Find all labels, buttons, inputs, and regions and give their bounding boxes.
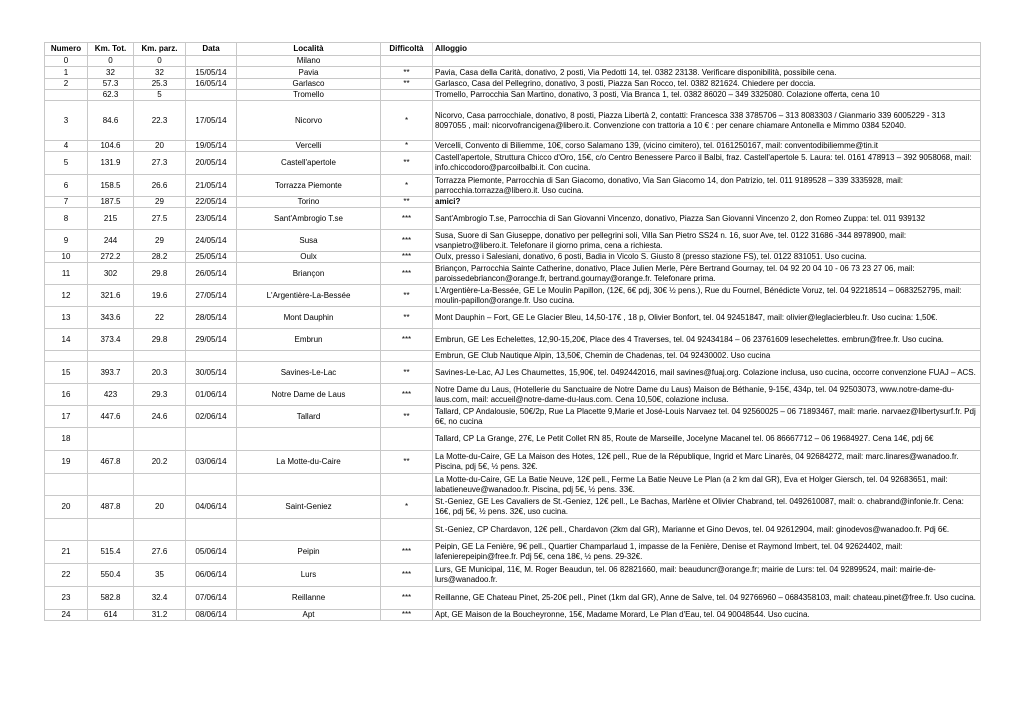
table-row xyxy=(45,329,981,351)
cell-numero[interactable]: 7 xyxy=(45,197,88,208)
cell-km-parz[interactable]: 32.4 xyxy=(134,587,186,610)
cell-difficolta[interactable] xyxy=(381,90,433,101)
cell-numero[interactable]: 23 xyxy=(45,587,88,610)
cell-km-tot[interactable]: 582.8 xyxy=(88,587,134,610)
cell-difficolta[interactable]: ** xyxy=(381,406,433,428)
cell-difficolta[interactable]: ** xyxy=(381,67,433,79)
cell-data[interactable]: 15/05/14 xyxy=(186,67,237,79)
cell-localita[interactable]: Saint-Geniez xyxy=(237,496,381,519)
cell-data[interactable] xyxy=(186,519,237,541)
cell-km-parz[interactable]: 35 xyxy=(134,564,186,587)
cell-km-tot[interactable] xyxy=(88,474,134,496)
table-row xyxy=(45,451,981,474)
col-header-km-tot[interactable]: Km. Tot. xyxy=(88,43,134,56)
cell-km-parz[interactable]: 29 xyxy=(134,197,186,208)
table-row xyxy=(45,541,981,564)
cell-localita[interactable]: Oulx xyxy=(237,252,381,263)
cell-numero[interactable]: 10 xyxy=(45,252,88,263)
cell-numero[interactable]: 14 xyxy=(45,329,88,351)
cell-numero[interactable]: 5 xyxy=(45,152,88,175)
cell-data[interactable]: 22/05/14 xyxy=(186,197,237,208)
cell-numero[interactable]: 22 xyxy=(45,564,88,587)
cell-alloggio[interactable]: St.-Geniez, CP Chardavon, 12€ pell., Chardavon (2km dal GR), Marianne et Gino Devos, tel. 04 92612904, mail: ginodevos@wanadoo.fr. Pdj 6€. xyxy=(433,519,981,541)
cell-localita[interactable]: Notre Dame de Laus xyxy=(237,384,381,406)
cell-localita[interactable] xyxy=(237,428,381,451)
cell-km-tot[interactable] xyxy=(88,519,134,541)
cell-localita[interactable]: Tallard xyxy=(237,406,381,428)
cell-numero[interactable]: 13 xyxy=(45,307,88,329)
cell-numero[interactable] xyxy=(45,351,88,362)
cell-difficolta[interactable]: *** xyxy=(381,541,433,564)
cell-data[interactable]: 26/05/14 xyxy=(186,263,237,285)
cell-numero[interactable]: 8 xyxy=(45,208,88,230)
cell-km-tot[interactable]: 447.6 xyxy=(88,406,134,428)
itinerary-table xyxy=(44,42,981,621)
cell-km-tot[interactable]: 187.5 xyxy=(88,197,134,208)
cell-localita[interactable]: Castell'apertole xyxy=(237,152,381,175)
cell-km-parz[interactable]: 0 xyxy=(134,56,186,67)
table-body xyxy=(45,56,981,621)
cell-numero[interactable]: 2 xyxy=(45,79,88,90)
cell-km-tot[interactable]: 215 xyxy=(88,208,134,230)
cell-localita[interactable]: Lurs xyxy=(237,564,381,587)
cell-km-parz[interactable]: 20.2 xyxy=(134,451,186,474)
cell-data[interactable] xyxy=(186,474,237,496)
cell-km-tot[interactable] xyxy=(88,351,134,362)
cell-numero[interactable]: 16 xyxy=(45,384,88,406)
cell-data[interactable]: 05/06/14 xyxy=(186,541,237,564)
cell-km-parz[interactable]: 27.3 xyxy=(134,152,186,175)
cell-numero[interactable]: 12 xyxy=(45,285,88,307)
cell-alloggio[interactable]: Peipin, GE La Fenière, 9€ pell., Quartier Champarlaud 1, impasse de la Fenière, Denise et Raymond Imbert, tel. 04 92624402, mail: lafenierepeipin@free.fr. Pdj 5€, cena 18€, ½ pens. 29-32€. xyxy=(433,541,981,564)
cell-km-tot[interactable]: 550.4 xyxy=(88,564,134,587)
cell-km-tot[interactable]: 244 xyxy=(88,230,134,252)
cell-km-parz[interactable]: 24.6 xyxy=(134,406,186,428)
cell-difficolta[interactable]: ** xyxy=(381,152,433,175)
cell-numero[interactable]: 9 xyxy=(45,230,88,252)
cell-km-parz[interactable]: 28.2 xyxy=(134,252,186,263)
cell-data[interactable]: 25/05/14 xyxy=(186,252,237,263)
cell-difficolta[interactable] xyxy=(381,519,433,541)
cell-km-tot[interactable]: 373.4 xyxy=(88,329,134,351)
cell-numero[interactable]: 19 xyxy=(45,451,88,474)
cell-km-parz[interactable]: 20 xyxy=(134,141,186,152)
cell-data[interactable]: 27/05/14 xyxy=(186,285,237,307)
table-row xyxy=(45,351,981,362)
cell-difficolta[interactable]: *** xyxy=(381,587,433,610)
cell-alloggio[interactable]: Pavia, Casa della Carità, donativo, 2 posti, Via Pedotti 14, tel. 0382 23138. Verificare disponibilità, possibile cena. xyxy=(433,67,981,79)
cell-numero[interactable]: 20 xyxy=(45,496,88,519)
col-header-numero[interactable]: Numero xyxy=(45,43,88,56)
cell-km-tot[interactable]: 487.8 xyxy=(88,496,134,519)
cell-km-tot[interactable]: 0 xyxy=(88,56,134,67)
cell-numero[interactable]: 11 xyxy=(45,263,88,285)
cell-alloggio[interactable]: La Motte-du-Caire, GE La Maison des Hotes, 12€ pell., Rue de la République, Ingrid et Marc Linarès, 04 92684272, mail: marc.linares@wanadoo.fr. Piscina, pdj 5€, ½ pens. 32€. xyxy=(433,451,981,474)
cell-difficolta[interactable]: *** xyxy=(381,263,433,285)
cell-difficolta[interactable]: *** xyxy=(381,610,433,621)
cell-data[interactable]: 23/05/14 xyxy=(186,208,237,230)
table-row xyxy=(45,362,981,384)
col-header-localita[interactable]: Località xyxy=(237,43,381,56)
cell-km-parz[interactable]: 32 xyxy=(134,67,186,79)
table-row xyxy=(45,285,981,307)
cell-localita[interactable]: Sant'Ambrogio T.se xyxy=(237,208,381,230)
table-row xyxy=(45,141,981,152)
cell-km-tot[interactable]: 467.8 xyxy=(88,451,134,474)
cell-localita[interactable]: Susa xyxy=(237,230,381,252)
cell-difficolta[interactable]: *** xyxy=(381,252,433,263)
cell-km-tot[interactable]: 343.6 xyxy=(88,307,134,329)
cell-data[interactable]: 01/06/14 xyxy=(186,384,237,406)
cell-numero[interactable]: 3 xyxy=(45,101,88,141)
table-row xyxy=(45,67,981,79)
cell-difficolta[interactable]: * xyxy=(381,101,433,141)
cell-numero[interactable] xyxy=(45,519,88,541)
col-header-difficolta[interactable]: Difficoltà xyxy=(381,43,433,56)
cell-km-tot[interactable]: 32 xyxy=(88,67,134,79)
col-header-km-parz[interactable]: Km. parz. xyxy=(134,43,186,56)
cell-data[interactable] xyxy=(186,56,237,67)
cell-alloggio[interactable]: Sant'Ambrogio T.se, Parrocchia di San Giovanni Vincenzo, donativo, Piazza San Giovanni Vincenzo 2, don Romeo Zuppa: tel. 011 939132 xyxy=(433,208,981,230)
cell-alloggio[interactable]: Apt, GE Maison de la Boucheyronne, 15€, Madame Morard, Le Plan d'Eau, tel. 04 90048544. Uso cucina. xyxy=(433,610,981,621)
table-row xyxy=(45,610,981,621)
table-row xyxy=(45,252,981,263)
table-row xyxy=(45,263,981,285)
cell-alloggio[interactable]: Garlasco, Casa del Pellegrino, donativo, 3 posti, Piazza San Rocco, tel. 0382 821624. Chiedere per doccia. xyxy=(433,79,981,90)
cell-localita[interactable]: Briançon xyxy=(237,263,381,285)
table-row xyxy=(45,519,981,541)
cell-alloggio[interactable]: Vercelli, Convento di Biliemme, 10€, corso Salamano 139, (vicino cimitero), tel. 0161250167, mail: conventodibiliemme@tin.it xyxy=(433,141,981,152)
cell-data[interactable]: 17/05/14 xyxy=(186,101,237,141)
cell-alloggio[interactable]: Nicorvo, Casa parrocchiale, donativo, 8 posti, Piazza Libertà 2, contatti: Francesca 338 3785706 – 313 8083303 / Gianmario 339 6005229 - 313 8097055 , mail: nicorvofrancigena@libero.it. Convenzione con trattoria a 10 € : per cenare chiamare Antonella e Mimmo 0384 52040. xyxy=(433,101,981,141)
cell-difficolta[interactable]: ** xyxy=(381,451,433,474)
cell-localita[interactable]: La Motte-du-Caire xyxy=(237,451,381,474)
cell-data[interactable]: 19/05/14 xyxy=(186,141,237,152)
cell-numero[interactable]: 24 xyxy=(45,610,88,621)
cell-numero[interactable] xyxy=(45,474,88,496)
cell-km-tot[interactable]: 321.6 xyxy=(88,285,134,307)
cell-alloggio[interactable] xyxy=(433,56,981,67)
cell-difficolta[interactable]: *** xyxy=(381,564,433,587)
cell-alloggio[interactable]: Reillanne, GE Chateau Pinet, 25-20€ pell., Pinet (1km dal GR), Anne de Salve, tel. 04 92766960 – 0684358103, mail: chateau.pinet@free.fr. Uso cucina. xyxy=(433,587,981,610)
cell-alloggio[interactable]: amici? xyxy=(433,197,981,208)
cell-difficolta[interactable]: *** xyxy=(381,230,433,252)
cell-km-parz[interactable]: 25.3 xyxy=(134,79,186,90)
table-row xyxy=(45,79,981,90)
cell-alloggio[interactable]: La Motte-du-Caire, GE La Batie Neuve, 12€ pell., Ferme La Batie Neuve Le Plan (a 2 km dal GR), Eva et Holger Giersch, tel. 04 92683651, mail: labatieneuve@wanadoo.fr. Piscina, pdj 5€, ½ pens. 33€. xyxy=(433,474,981,496)
cell-difficolta[interactable]: ** xyxy=(381,285,433,307)
cell-localita[interactable] xyxy=(237,351,381,362)
cell-localita[interactable]: L'Argentière-La-Bessée xyxy=(237,285,381,307)
cell-data[interactable]: 04/06/14 xyxy=(186,496,237,519)
cell-km-tot[interactable]: 393.7 xyxy=(88,362,134,384)
cell-localita[interactable]: Garlasco xyxy=(237,79,381,90)
cell-localita[interactable]: Mont Dauphin xyxy=(237,307,381,329)
cell-km-parz[interactable]: 19.6 xyxy=(134,285,186,307)
cell-data[interactable]: 21/05/14 xyxy=(186,175,237,197)
cell-data[interactable] xyxy=(186,90,237,101)
cell-km-tot[interactable] xyxy=(88,428,134,451)
cell-localita[interactable]: Apt xyxy=(237,610,381,621)
cell-numero[interactable]: 18 xyxy=(45,428,88,451)
table-row xyxy=(45,428,981,451)
table-row xyxy=(45,564,981,587)
cell-data[interactable]: 06/06/14 xyxy=(186,564,237,587)
cell-km-parz[interactable]: 20 xyxy=(134,496,186,519)
cell-difficolta[interactable]: *** xyxy=(381,384,433,406)
table-row xyxy=(45,307,981,329)
cell-km-tot[interactable]: 104.6 xyxy=(88,141,134,152)
table-row xyxy=(45,406,981,428)
cell-data[interactable]: 08/06/14 xyxy=(186,610,237,621)
cell-alloggio[interactable]: Torrazza Piemonte, Parrocchia di San Giacomo, donativo, Via San Giacomo 14, don Patrizio, tel. 011 9189528 – 339 3335928, mail: parrocchia.torrazza@libero.it. Uso cucina. xyxy=(433,175,981,197)
cell-data[interactable]: 28/05/14 xyxy=(186,307,237,329)
cell-difficolta[interactable] xyxy=(381,56,433,67)
header-row xyxy=(45,43,981,56)
cell-km-parz[interactable]: 29 xyxy=(134,230,186,252)
cell-km-tot[interactable]: 515.4 xyxy=(88,541,134,564)
cell-localita[interactable] xyxy=(237,519,381,541)
table-row xyxy=(45,175,981,197)
table-row xyxy=(45,230,981,252)
cell-alloggio[interactable]: Mont Dauphin – Fort, GE Le Glacier Bleu, 14,50-17€ , 18 p, Olivier Bonfort, tel. 04 92451847, mail: olivier@leglacierbleu.fr. Uso cucina: 1,50€. xyxy=(433,307,981,329)
cell-km-tot[interactable]: 84.6 xyxy=(88,101,134,141)
cell-alloggio[interactable]: Briançon, Parrocchia Sainte Catherine, donativo, Place Julien Merle, Père Bertrand Gournay, tel. 04 92 20 04 10 - 06 73 23 27 06, mail: paroissedebriancon@orange.fr, bertrand.gournay@orange.fr. Telefonare prima. xyxy=(433,263,981,285)
cell-alloggio[interactable]: Notre Dame du Laus, (Hotellerie du Sanctuaire de Notre Dame du Laus) Maison de Béthanie, 9-15€, 434p, tel. 04 92503073, www.notre-dame-du-laus.com, mail: accueil@notre-dame-du-laus.com. Cena 10,50€, colazione inclusa. xyxy=(433,384,981,406)
cell-numero[interactable]: 15 xyxy=(45,362,88,384)
table-row xyxy=(45,587,981,610)
cell-difficolta[interactable]: ** xyxy=(381,362,433,384)
cell-km-tot[interactable]: 423 xyxy=(88,384,134,406)
table-row xyxy=(45,384,981,406)
cell-difficolta[interactable]: * xyxy=(381,496,433,519)
table-row xyxy=(45,152,981,175)
cell-alloggio[interactable]: Embrun, GE Les Echelettes, 12,90-15,20€, Place des 4 Traverses, tel. 04 92434184 – 06 23761609 lesechelettes. embrun@free.fr. Uso cucina. xyxy=(433,329,981,351)
table-row xyxy=(45,197,981,208)
table-row xyxy=(45,56,981,67)
cell-difficolta[interactable]: ** xyxy=(381,197,433,208)
cell-numero[interactable]: 0 xyxy=(45,56,88,67)
cell-localita[interactable]: Tromello xyxy=(237,90,381,101)
cell-km-parz[interactable] xyxy=(134,351,186,362)
col-header-alloggio[interactable]: Alloggio xyxy=(433,43,981,56)
cell-km-parz[interactable]: 26.6 xyxy=(134,175,186,197)
cell-difficolta[interactable] xyxy=(381,351,433,362)
cell-data[interactable]: 30/05/14 xyxy=(186,362,237,384)
cell-data[interactable]: 20/05/14 xyxy=(186,152,237,175)
cell-data[interactable]: 07/06/14 xyxy=(186,587,237,610)
cell-data[interactable]: 03/06/14 xyxy=(186,451,237,474)
table-row xyxy=(45,474,981,496)
table-row xyxy=(45,90,981,101)
cell-alloggio[interactable]: Castell'apertole, Struttura Chicco d'Oro, 15€, c/o Centro Benessere Parco il Balbi, fraz. Castell'apertole 5. Laura: tel. 0161 478913 – 392 9058068, mail: info.chiccodoro@parcoilbalbi.it. Con cucina. xyxy=(433,152,981,175)
cell-km-tot[interactable]: 272.2 xyxy=(88,252,134,263)
cell-data[interactable] xyxy=(186,428,237,451)
cell-data[interactable]: 29/05/14 xyxy=(186,329,237,351)
cell-km-tot[interactable]: 614 xyxy=(88,610,134,621)
cell-numero[interactable]: 17 xyxy=(45,406,88,428)
cell-alloggio[interactable]: Tallard, CP La Grange, 27€, Le Petit Collet RN 85, Route de Marseille, Jocelyne Macanel tel. 06 86667712 – 06 19684927. Cena 14€, pdj 6€ xyxy=(433,428,981,451)
cell-km-parz[interactable]: 22 xyxy=(134,307,186,329)
cell-km-parz[interactable]: 27.6 xyxy=(134,541,186,564)
cell-localita[interactable]: Reillanne xyxy=(237,587,381,610)
cell-alloggio[interactable]: L'Argentière-La-Bessée, GE Le Moulin Papillon, (12€, 6€ pdj, 30€ ½ pens.), Rue du Fournel, Bénédicte Voruz, tel. 04 92218514 – 0683252795, mail: moulin-papillon@orange.fr. Uso cucina. xyxy=(433,285,981,307)
cell-alloggio[interactable]: Embrun, GE Club Nautique Alpin, 13,50€, Chemin de Chadenas, tel. 04 92430002. Uso cucina xyxy=(433,351,981,362)
cell-km-parz[interactable]: 29.8 xyxy=(134,329,186,351)
cell-localita[interactable]: Torrazza Piemonte xyxy=(237,175,381,197)
cell-km-parz[interactable]: 22.3 xyxy=(134,101,186,141)
cell-localita[interactable]: Embrun xyxy=(237,329,381,351)
cell-difficolta[interactable]: ** xyxy=(381,79,433,90)
cell-difficolta[interactable] xyxy=(381,428,433,451)
cell-data[interactable]: 16/05/14 xyxy=(186,79,237,90)
cell-difficolta[interactable] xyxy=(381,474,433,496)
cell-localita[interactable]: Peipin xyxy=(237,541,381,564)
table-row xyxy=(45,496,981,519)
cell-km-parz[interactable] xyxy=(134,519,186,541)
col-header-data[interactable]: Data xyxy=(186,43,237,56)
cell-km-parz[interactable] xyxy=(134,428,186,451)
cell-difficolta[interactable]: ** xyxy=(381,307,433,329)
cell-km-parz[interactable]: 29.8 xyxy=(134,263,186,285)
cell-km-tot[interactable]: 131.9 xyxy=(88,152,134,175)
cell-data[interactable] xyxy=(186,351,237,362)
cell-km-tot[interactable]: 158.5 xyxy=(88,175,134,197)
cell-numero[interactable]: 4 xyxy=(45,141,88,152)
table-row xyxy=(45,101,981,141)
cell-localita[interactable]: Vercelli xyxy=(237,141,381,152)
cell-localita[interactable]: Torino xyxy=(237,197,381,208)
cell-localita[interactable]: Pavia xyxy=(237,67,381,79)
cell-km-tot[interactable]: 57.3 xyxy=(88,79,134,90)
cell-localita[interactable]: Milano xyxy=(237,56,381,67)
cell-km-parz[interactable]: 20.3 xyxy=(134,362,186,384)
cell-alloggio[interactable]: St.-Geniez, GE Les Cavaliers de St.-Geniez, 12€ pell., Le Bachas, Marlène et Olivier Chabrand, tel. 0492610087, mail: o. chabrand@infonie.fr. Cena: 16€, pdj 5€, ½ pens. 32€, uso cucina. xyxy=(433,496,981,519)
cell-difficolta[interactable]: *** xyxy=(381,329,433,351)
cell-difficolta[interactable]: * xyxy=(381,141,433,152)
cell-localita[interactable] xyxy=(237,474,381,496)
cell-alloggio[interactable]: Tallard, CP Andalousie, 50€/2p, Rue La Placette 9,Marie et José-Louis Narvaez tel. 04 92560025 – 06 71893467, mail: marie. narvaez@libertysurf.fr. Pdj 6€, no cucina xyxy=(433,406,981,428)
cell-km-parz[interactable]: 5 xyxy=(134,90,186,101)
cell-km-tot[interactable]: 62.3 xyxy=(88,90,134,101)
cell-alloggio[interactable]: Oulx, presso i Salesiani, donativo, 6 posti, Badia in Vicolo S. Giusto 8 (presso stazione FS), tel. 0122 831051. Uso cucina. xyxy=(433,252,981,263)
cell-km-parz[interactable] xyxy=(134,474,186,496)
cell-localita[interactable]: Savines-Le-Lac xyxy=(237,362,381,384)
cell-alloggio[interactable]: Susa, Suore di San Giuseppe, donativo per pellegrini soli, Villa San Pietro SS24 n. 16, suor Ave, tel. 0122 31686 -344 8978900, mail: vsanpietro@libero.it. Telefonare il giorno prima, cena a richiesta. xyxy=(433,230,981,252)
cell-numero[interactable]: 6 xyxy=(45,175,88,197)
cell-km-parz[interactable]: 31.2 xyxy=(134,610,186,621)
cell-difficolta[interactable]: *** xyxy=(381,208,433,230)
cell-km-parz[interactable]: 29.3 xyxy=(134,384,186,406)
cell-alloggio[interactable]: Lurs, GE Municipal, 11€, M. Roger Beaudun, tel. 06 82821660, mail: beauduncr@orange.fr; mairie de Lurs: tel. 04 92899524, mail: mairie-de-lurs@wanadoo.fr. xyxy=(433,564,981,587)
cell-numero[interactable] xyxy=(45,90,88,101)
cell-difficolta[interactable]: * xyxy=(381,175,433,197)
cell-alloggio[interactable]: Tromello, Parrocchia San Martino, donativo, 3 posti, Via Branca 1, tel. 0382 86020 – 349 3325080. Colazione offerta, cena 10 xyxy=(433,90,981,101)
cell-alloggio[interactable]: Savines-Le-Lac, AJ Les Chaumettes, 15,90€, tel. 0492442016, mail savines@fuaj.org. Colazione inclusa, uso cucina, occorre convenzione FUAJ – ACS. xyxy=(433,362,981,384)
cell-data[interactable]: 02/06/14 xyxy=(186,406,237,428)
cell-km-parz[interactable]: 27.5 xyxy=(134,208,186,230)
cell-numero[interactable]: 1 xyxy=(45,67,88,79)
table-row xyxy=(45,208,981,230)
cell-data[interactable]: 24/05/14 xyxy=(186,230,237,252)
cell-numero[interactable]: 21 xyxy=(45,541,88,564)
cell-localita[interactable]: Nicorvo xyxy=(237,101,381,141)
cell-km-tot[interactable]: 302 xyxy=(88,263,134,285)
